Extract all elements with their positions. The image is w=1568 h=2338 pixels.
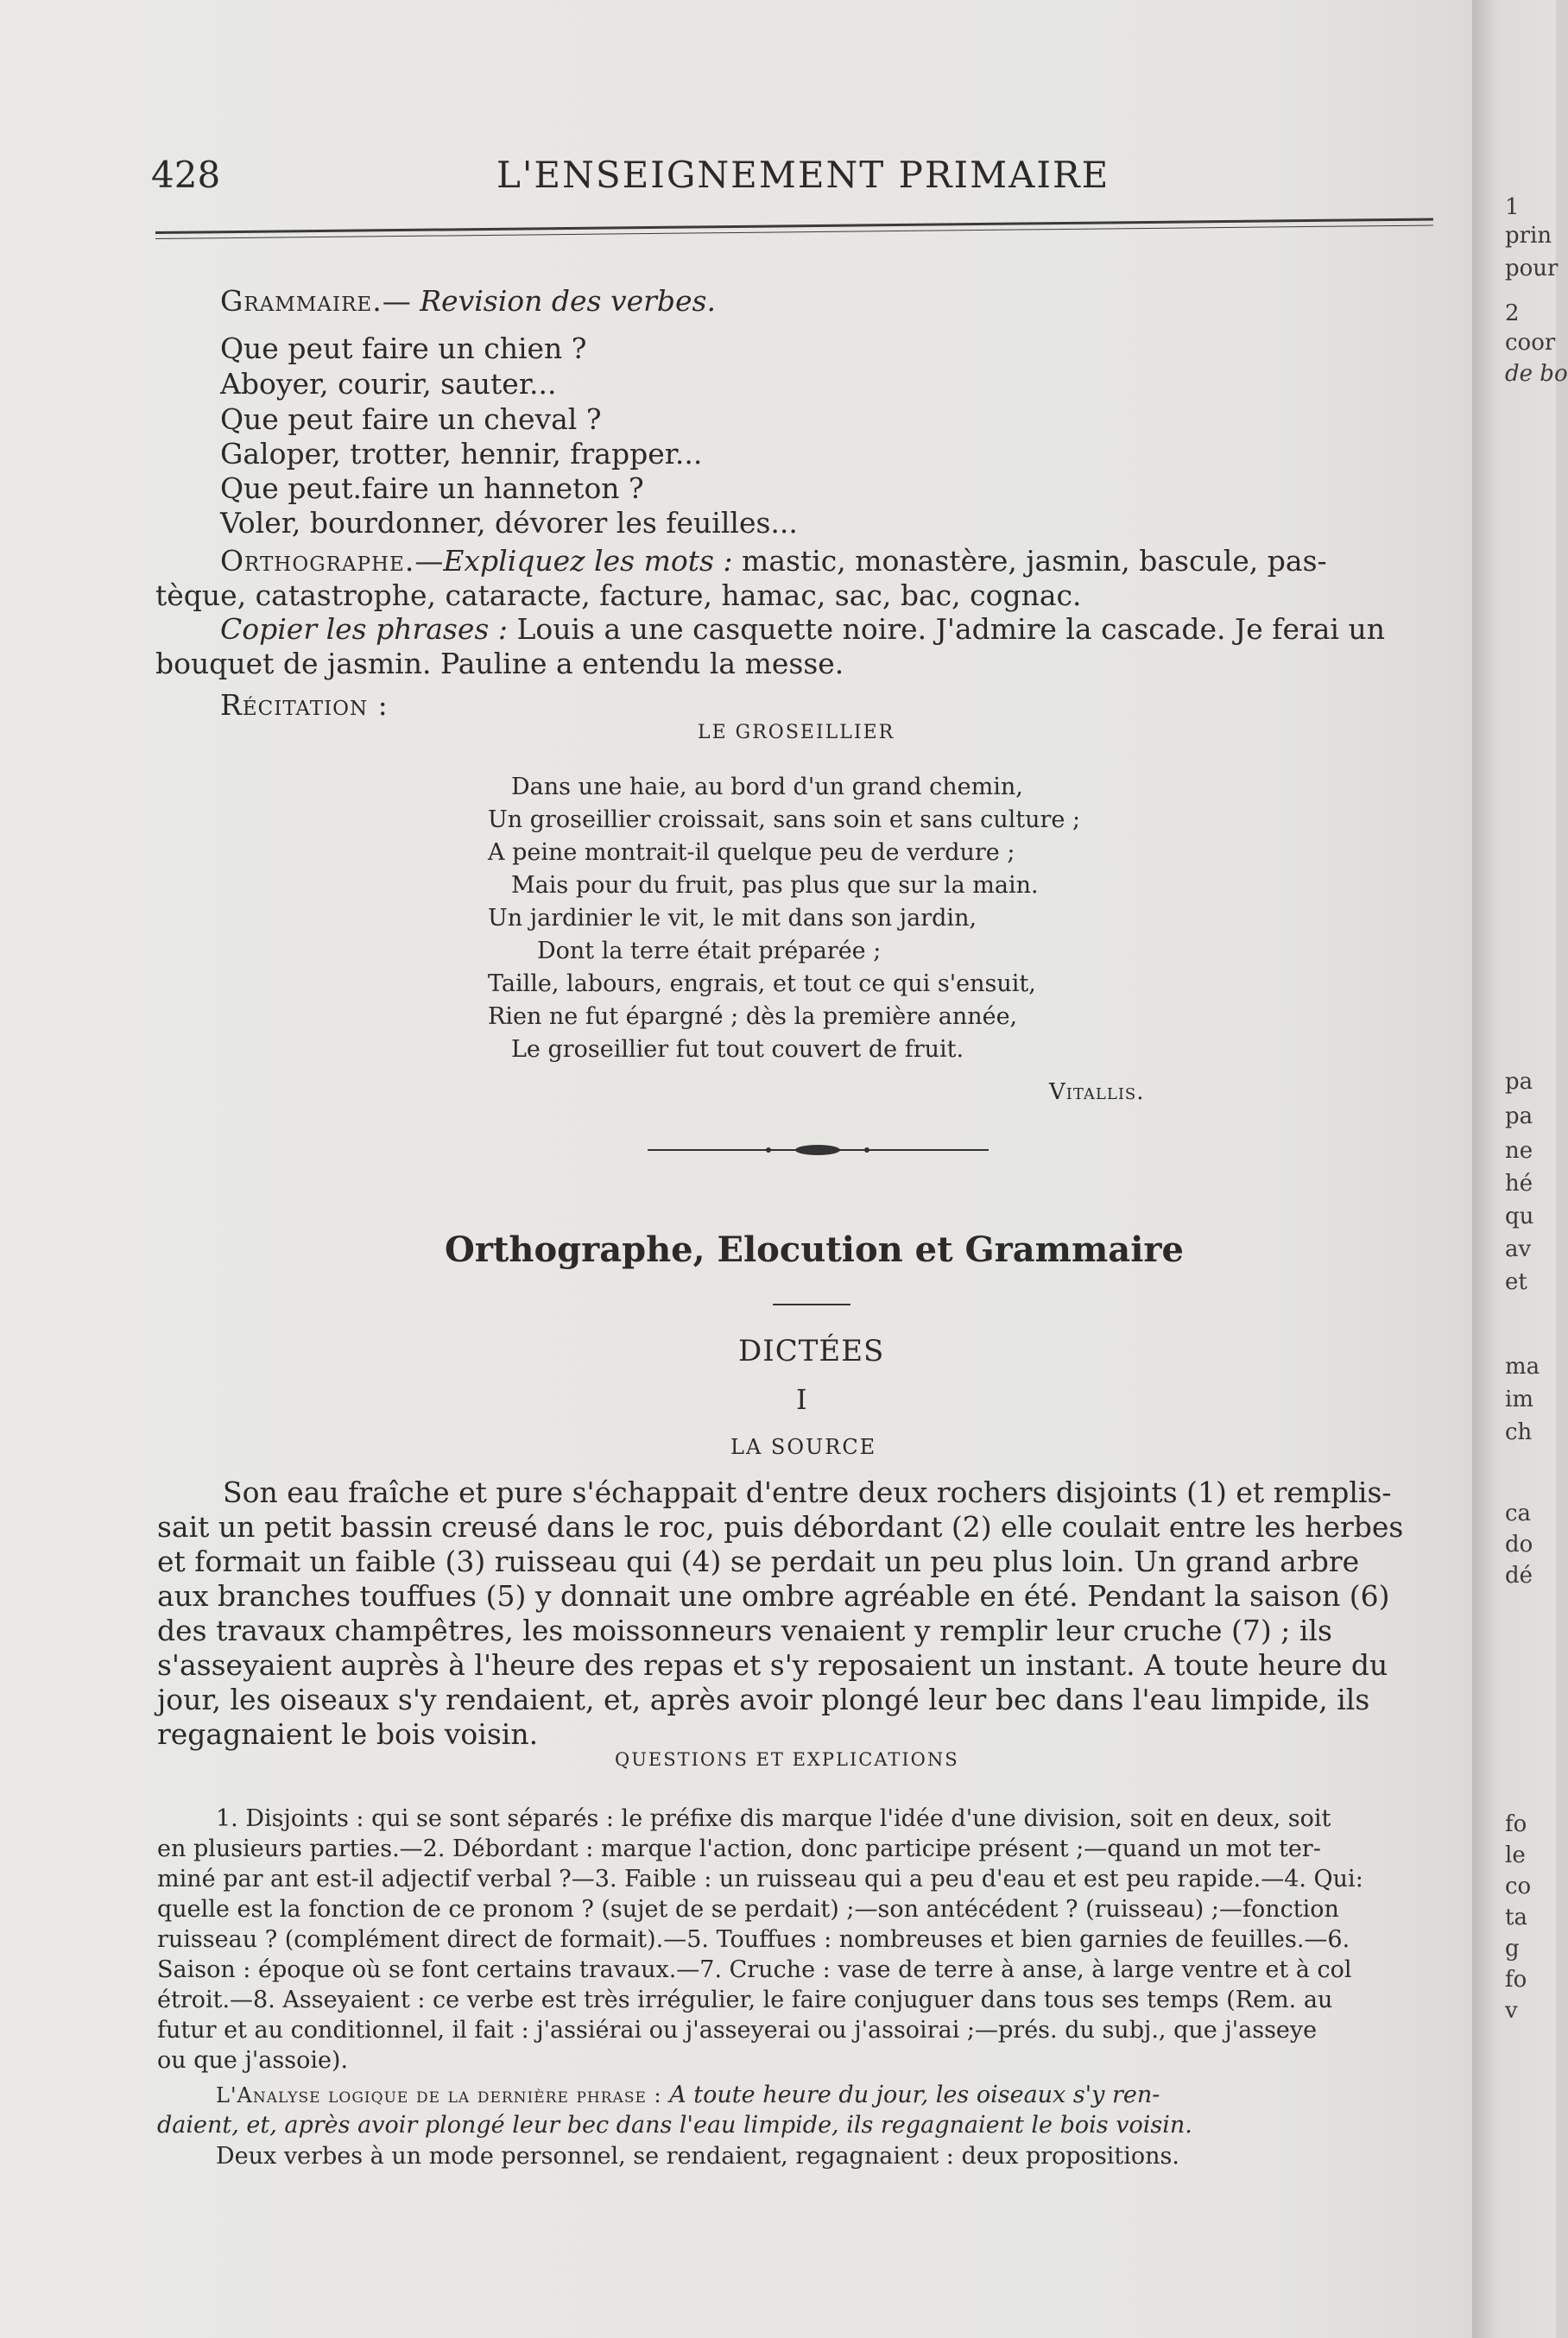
margin-fragment: ta <box>1505 1905 1527 1930</box>
poem-title: LE GROSEILLIER <box>698 722 895 743</box>
orthographe-instruction: Expliquez les mots : <box>443 544 733 578</box>
poem-verse: Le groseillier fut tout couvert de fruit. <box>511 1036 964 1063</box>
page-header <box>151 154 1446 205</box>
poem-verse: Dans une haie, au bord d'un grand chemin, <box>511 774 1023 800</box>
dictee-line: regagnaient le bois voisin. <box>157 1717 539 1751</box>
poem-verse-text: Taille, labours, engrais, et tout ce qui s'ensuit, <box>488 970 1036 997</box>
grammaire-line: Aboyer, courir, sauter... <box>220 367 557 401</box>
analyse-heading <box>216 2083 1160 2107</box>
question-line: 1. Disjoints : qui se sont séparés : le préfixe dis marque l'idée d'une division, soit en deux, soit <box>216 1805 1331 1832</box>
question-line: ou que j'assoie). <box>157 2047 349 2074</box>
margin-fragment: pour <box>1505 256 1559 281</box>
copier-line2: bouquet de jasmin. Pauline a entendu la messe. <box>155 647 844 680</box>
question-line: Saison : époque où se font certains travaux.—7. Cruche : vase de terre à anse, à large ventre et à col <box>157 1956 1352 1983</box>
orthographe-words-line2: tèque, catastrophe, cataracte, facture, hamac, sac, bac, cognac. <box>155 578 1082 612</box>
grammaire-sep: — <box>382 284 420 318</box>
margin-fragment: v <box>1505 1998 1518 2024</box>
orthographe-label: Orthographe. <box>220 544 415 578</box>
margin-fragment: coor <box>1505 330 1556 356</box>
margin-fragment: le <box>1505 1842 1526 1868</box>
copier-phrases <box>220 612 1385 646</box>
recitation-label: Récitation : <box>220 688 389 722</box>
margin-fragment: ma <box>1505 1354 1540 1380</box>
grammaire-line: Que peut.faire un hanneton ? <box>220 471 644 505</box>
dictee-line: sait un petit bassin creusé dans le roc, puis débordant (2) elle coulait entre les herbes <box>157 1510 1404 1544</box>
margin-fragment: qu <box>1505 1204 1534 1229</box>
dictee-title: LA SOURCE <box>730 1435 877 1459</box>
margin-fragment: hé <box>1505 1171 1533 1197</box>
margin-fragment: im <box>1505 1387 1533 1412</box>
facing-page-edge <box>1472 0 1568 2338</box>
dictee-line: Son eau fraîche et pure s'échappait d'entre deux rochers disjoints (1) et remplis- <box>223 1475 1392 1509</box>
grammaire-line: Que peut faire un cheval ? <box>220 402 602 436</box>
margin-fragment: fo <box>1505 1811 1527 1837</box>
dictee-numeral: I <box>796 1383 807 1416</box>
poem-verse: Mais pour du fruit, pas plus que sur la main. <box>511 872 1039 899</box>
analyse-line1: A toute heure du jour, les oiseaux s'y ren- <box>669 2082 1160 2108</box>
grammaire-line: Galoper, trotter, hennir, frapper... <box>220 437 703 471</box>
grammaire-subtitle: Revision des verbes. <box>420 284 716 318</box>
orthographe-words: mastic, monastère, jasmin, bascule, pas- <box>742 544 1327 578</box>
grammaire-line: Voler, bourdonner, dévorer les feuilles... <box>220 506 798 540</box>
margin-fragment: ne <box>1505 1138 1533 1164</box>
dictee-line: s'asseyaient auprès à l'heure des repas et s'y reposaient un instant. A toute heure du <box>157 1648 1388 1682</box>
poem-verse <box>488 972 1036 995</box>
margin-fragment: ch <box>1505 1419 1533 1445</box>
margin-fragment: 1 <box>1505 194 1520 220</box>
margin-fragment: dé <box>1505 1563 1533 1589</box>
grammaire-heading <box>220 284 716 318</box>
poem-verse: Rien ne fut épargné ; dès la première année, <box>488 1003 1018 1030</box>
section-title: Orthographe, Elocution et Grammaire <box>445 1229 1184 1270</box>
question-line: miné par ant est-il adjectif verbal ?—3. Faible : un ruisseau qui a peu d'eau et est peu rapide.—4. Qui: <box>157 1866 1363 1893</box>
grammaire-line: Que peut faire un chien ? <box>220 332 587 365</box>
analyse-label: L'Analyse logique de la dernière phrase : <box>216 2083 662 2107</box>
copier-label: Copier les phrases : <box>220 612 508 646</box>
dictees-heading: DICTÉES <box>738 1334 885 1368</box>
ornament-divider <box>648 1144 989 1156</box>
poem-author: Vitallis. <box>1049 1079 1145 1105</box>
poem-verse: Un groseillier croissait, sans soin et sans culture ; <box>488 806 1081 833</box>
question-line: quelle est la fonction de ce pronom ? (sujet de se perdait) ;—son antécédent ? (ruisseau) ;—fonction <box>157 1896 1339 1923</box>
margin-fragment: do <box>1505 1532 1533 1558</box>
running-title: L'ENSEIGNEMENT PRIMAIRE <box>496 154 1110 196</box>
margin-fragment: ca <box>1505 1501 1532 1526</box>
orthographe-heading <box>220 544 1327 578</box>
orthographe-sep: — <box>414 544 444 578</box>
margin-fragment: fo <box>1505 1967 1527 1993</box>
margin-fragment: de bo <box>1505 361 1568 387</box>
dictee-line: aux branches touffues (5) y donnait une ombre agréable en été. Pendant la saison (6) <box>157 1579 1390 1613</box>
poem-verse: A peine montrait-il quelque peu de verdure ; <box>488 839 1015 866</box>
poem-verse: Dont la terre était préparée ; <box>537 938 882 964</box>
analyse-line2: daient, et, après avoir plongé leur bec dans l'eau limpide, ils regagnaient le bois voisin. <box>157 2112 1192 2139</box>
question-line: étroit.—8. Asseyaient : ce verbe est très irrégulier, le faire conjuguer dans tous ses temps (Rem. au <box>157 1987 1333 2013</box>
dictee-line: et formait un faible (3) ruisseau qui (4) se perdait un peu plus loin. Un grand arbre <box>157 1545 1360 1578</box>
grammaire-label: Grammaire. <box>220 284 383 318</box>
margin-fragment: et <box>1505 1269 1527 1295</box>
margin-fragment: 2 <box>1505 300 1520 326</box>
dictee-line: jour, les oiseaux s'y rendaient, et, après avoir plongé leur bec dans l'eau limpide, ils <box>157 1683 1370 1716</box>
margin-fragment: pa <box>1505 1069 1533 1095</box>
margin-fragment: co <box>1505 1874 1532 1899</box>
questions-title: QUESTIONS ET EXPLICATIONS <box>615 1749 959 1770</box>
margin-fragment: prin <box>1505 223 1552 249</box>
question-line: ruisseau ? (complément direct de formait).—5. Touffues : nombreuses et bien garnies de feuilles.—6. <box>157 1926 1350 1953</box>
copier-line1: Louis a une casquette noire. J'admire la cascade. Je ferai un <box>516 612 1385 646</box>
margin-fragment: g <box>1505 1936 1520 1962</box>
poem-verse: Un jardinier le vit, le mit dans son jardin, <box>488 905 977 932</box>
margin-fragment: av <box>1505 1236 1532 1262</box>
page-number: 428 <box>151 154 221 196</box>
section-rule <box>773 1304 850 1305</box>
question-line: en plusieurs parties.—2. Débordant : marque l'action, donc participe présent ;—quand un mot ter- <box>157 1836 1321 1862</box>
question-line: futur et au conditionnel, il fait : j'assiérai ou j'asseyerai ou j'assoirai ;—prés. du subj., que j'asseye <box>157 2017 1318 2044</box>
margin-fragment: pa <box>1505 1103 1533 1129</box>
analyse-line3: Deux verbes à un mode personnel, se rendaient, regagnaient : deux propositions. <box>216 2143 1179 2170</box>
dictee-line: des travaux champêtres, les moissonneurs venaient y remplir leur cruche (7) ; ils <box>157 1614 1332 1647</box>
